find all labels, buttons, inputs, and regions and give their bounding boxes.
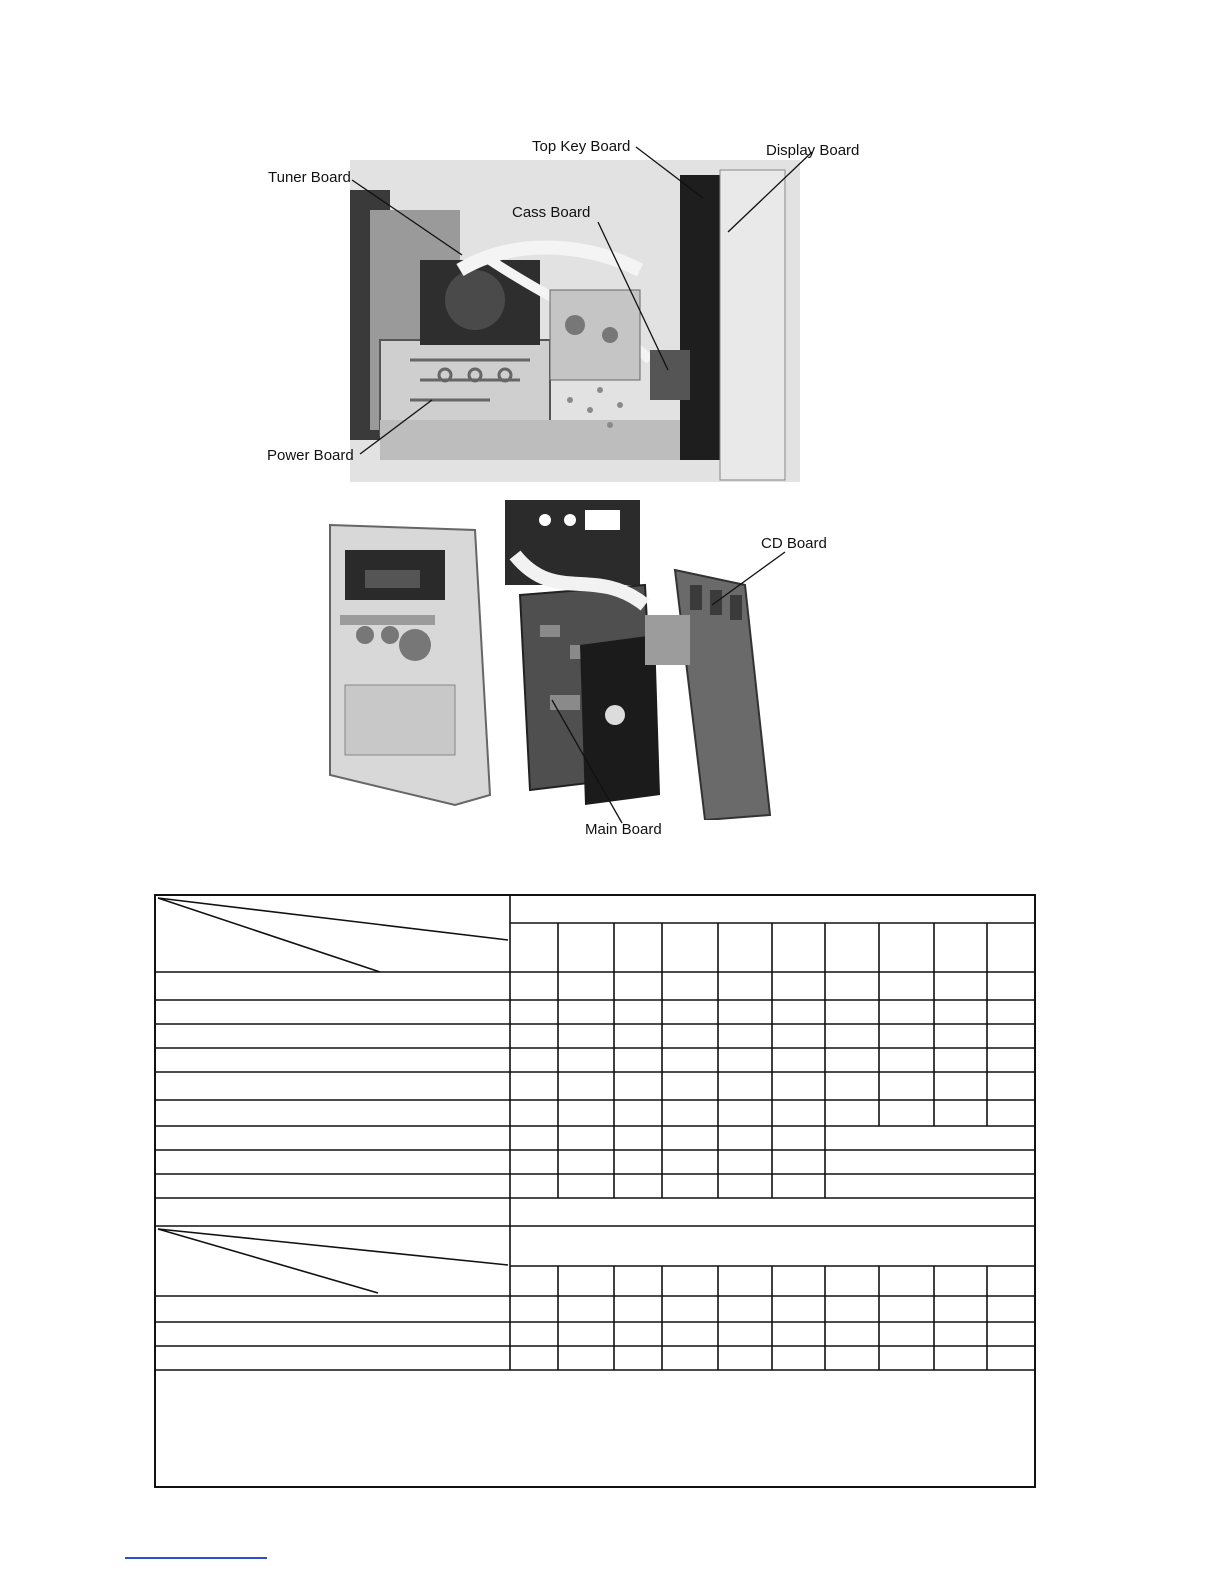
callout-cd-board: CD Board [761,535,827,552]
callout-cass-board: Cass Board [512,204,591,221]
chassis-front-illustration [325,495,775,820]
chassis-front-photo [325,495,775,820]
table-outer-border [155,895,1035,1487]
footer-link-underline [125,1557,267,1559]
empty-table-grid [0,880,1224,1500]
callout-main-board: Main Board [585,821,662,838]
table-rules [155,895,1035,1370]
callout-tuner-board: Tuner Board [268,169,351,186]
callout-display-board: Display Board [766,142,860,159]
callout-top-key-board: Top Key Board [532,138,631,155]
callout-power-board: Power Board [267,447,354,464]
